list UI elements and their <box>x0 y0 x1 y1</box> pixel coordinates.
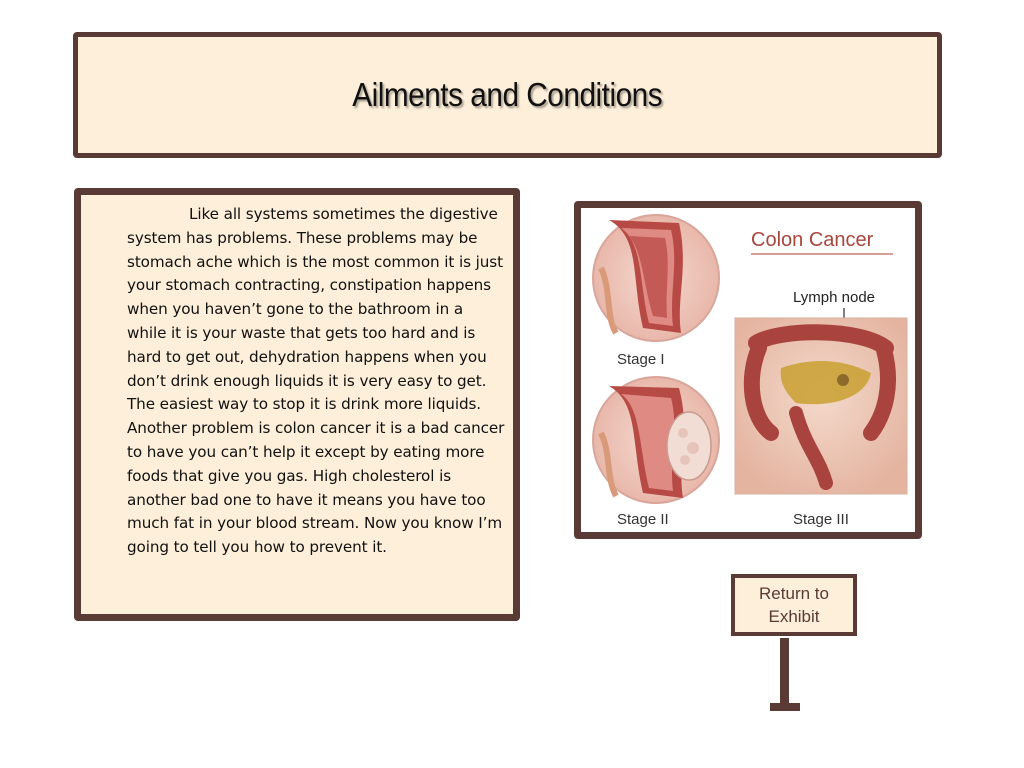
colon-cancer-diagram <box>581 208 915 532</box>
colon-cancer-illustration <box>574 201 922 539</box>
return-label-line2: Exhibit <box>768 607 820 626</box>
sign-post-base <box>770 703 800 711</box>
stage-2-label: Stage II <box>617 511 669 528</box>
return-label-line1: Return to <box>759 584 829 603</box>
stage-3-label: Stage III <box>793 511 849 528</box>
sign-post <box>780 638 789 706</box>
stage-2-image <box>593 377 719 503</box>
stage-1-label: Stage I <box>617 351 665 368</box>
page-title: Ailments and Conditions <box>352 76 663 113</box>
stage-1-image <box>593 215 719 341</box>
return-to-exhibit-button[interactable] <box>731 574 857 636</box>
illustration-title: Colon Cancer <box>751 229 874 251</box>
body-paragraph: Like all systems sometimes the digestive system has problems. These problems may be stomach ache which is the most common it is just your stomach contracting, constipation happens when you haven’t gone to the bathroom in a while it is your waste that gets too hard and is hard to get out, dehydration happens when you don’t drink enough liquids it is very easy to get. The easiest way to stop it is drink more liquids. Another problem is colon cancer it is a bad cancer to have you can’t help it except by eating more foods that give you gas. High cholesterol is another bad one to have it means you have too much fat in your blood stream. Now you know I’m going to tell you how to prevent it. <box>127 205 505 557</box>
lymph-node-label: Lymph node <box>793 289 876 306</box>
title-banner <box>73 32 942 158</box>
text-panel <box>74 188 520 621</box>
stage-3-image <box>735 318 907 494</box>
